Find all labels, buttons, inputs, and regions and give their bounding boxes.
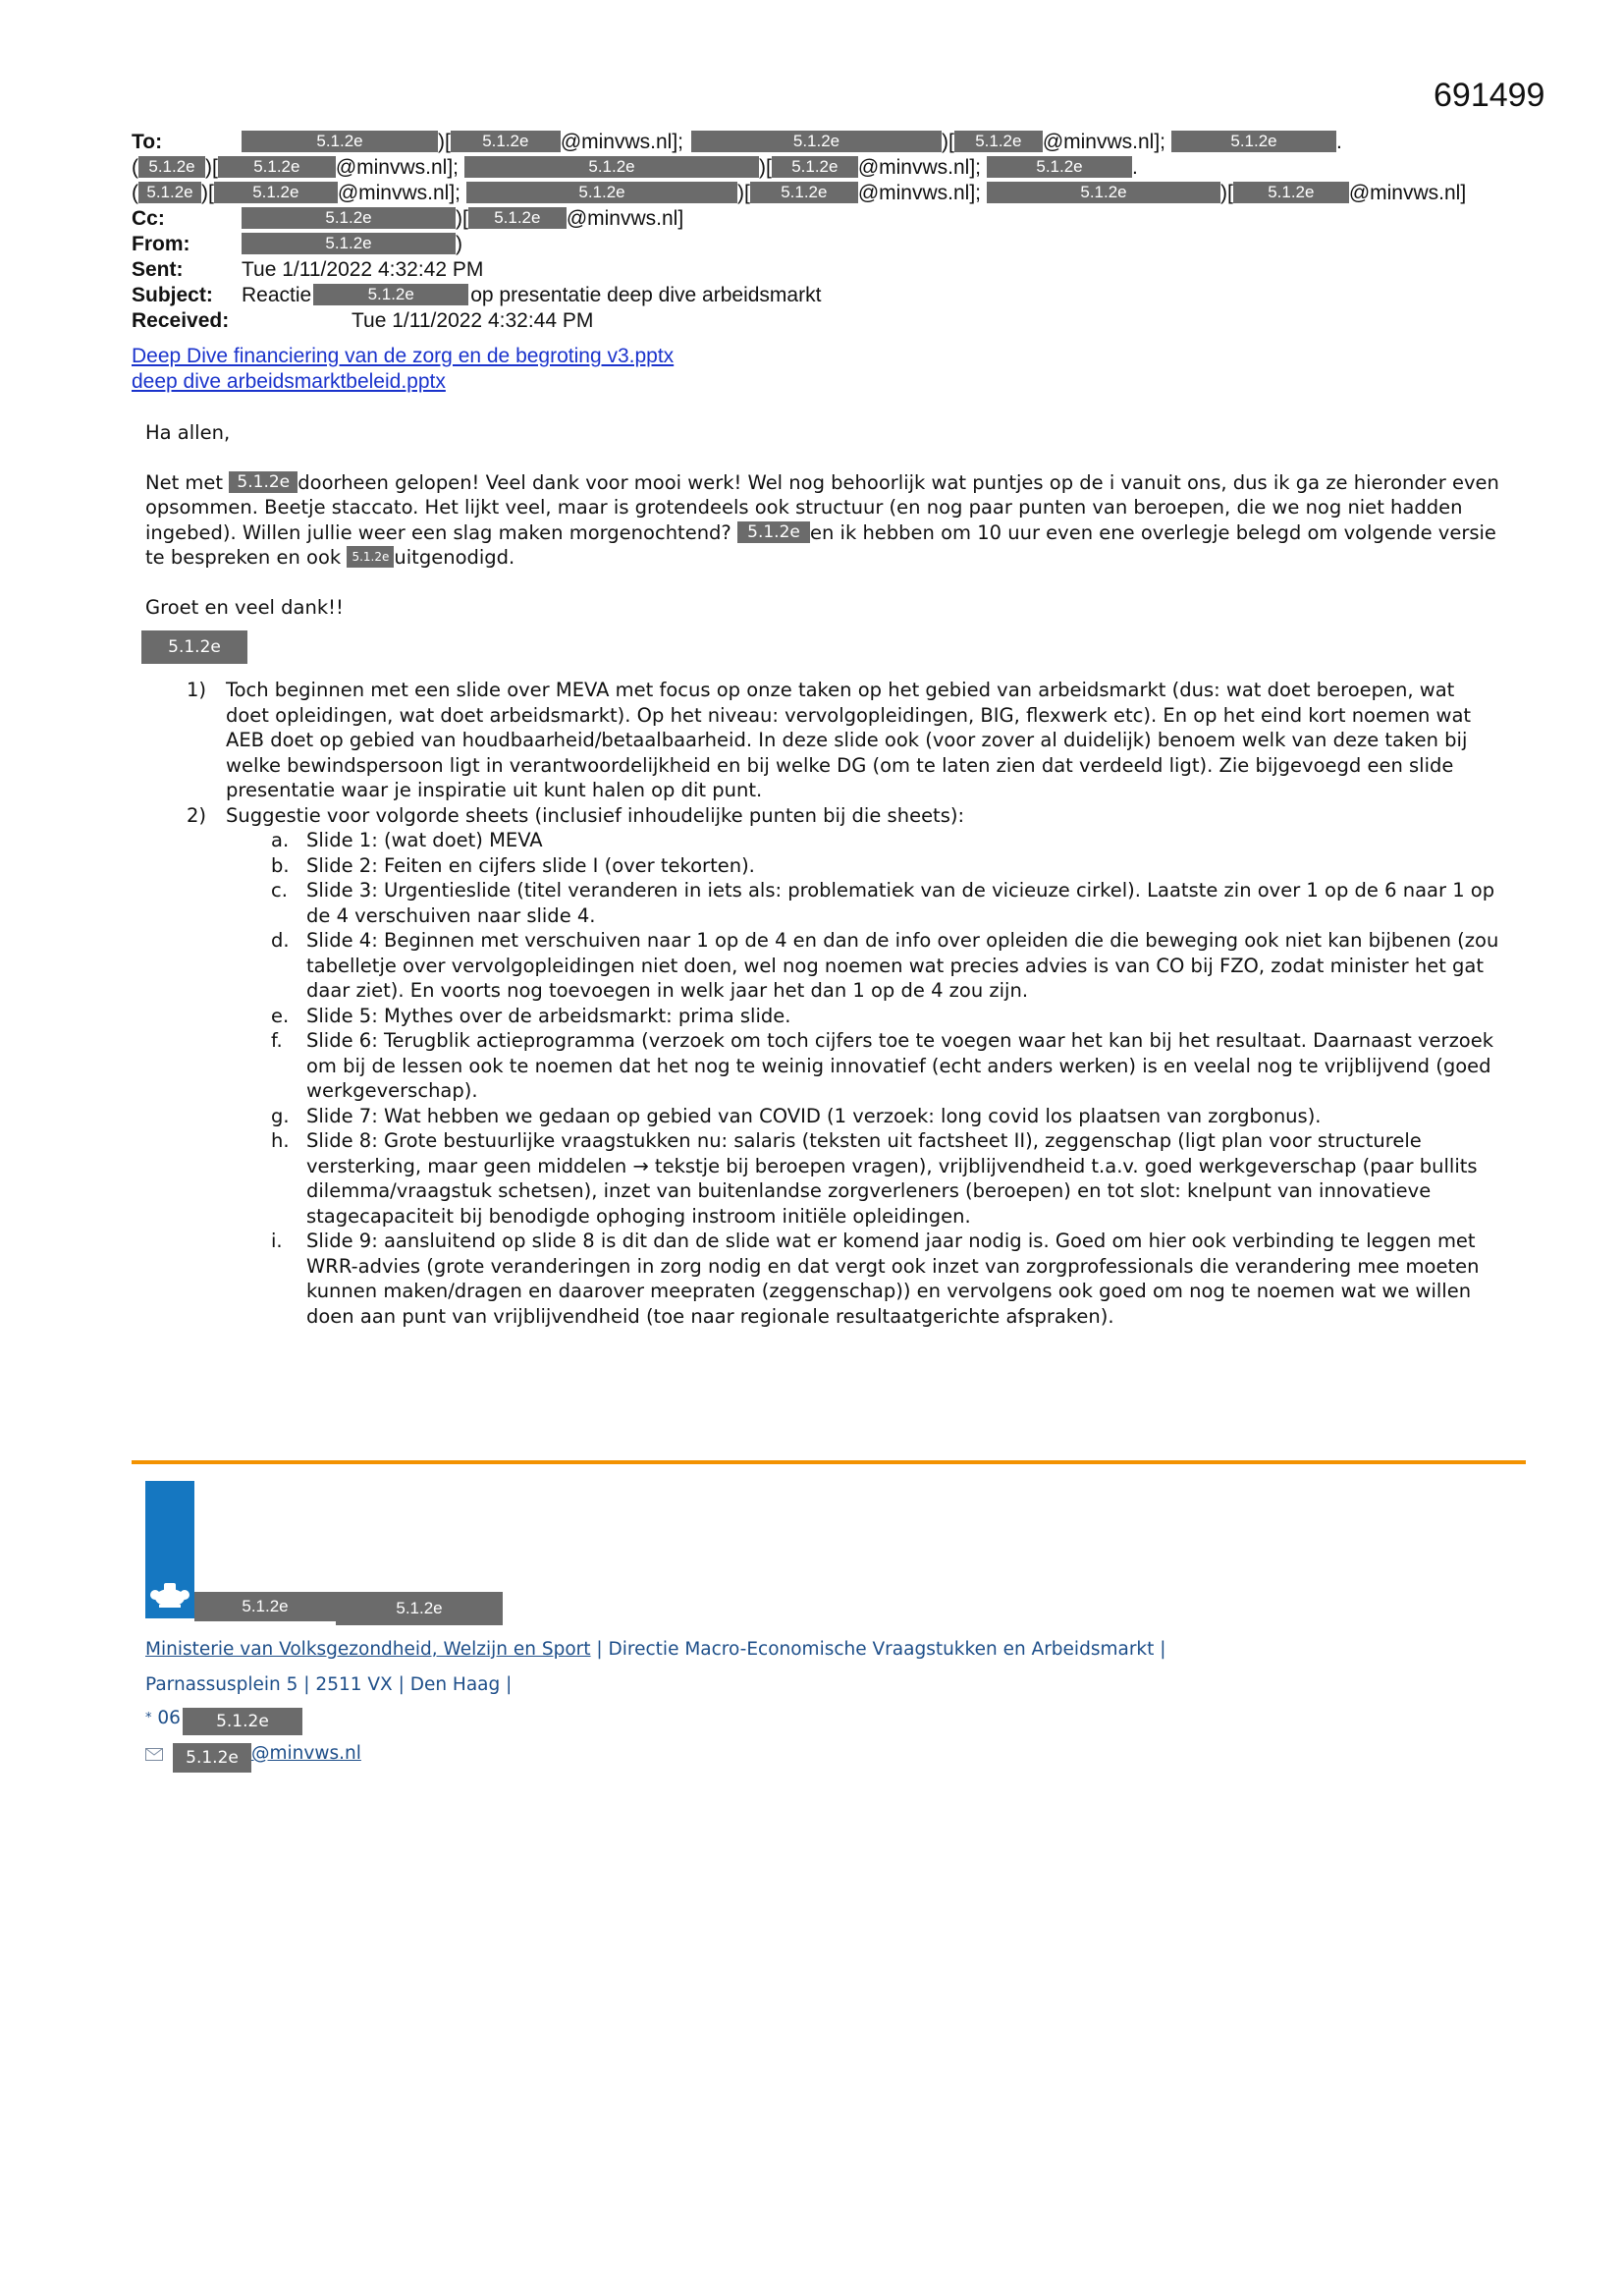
email-domain: @minvws.nl]; bbox=[1042, 131, 1165, 153]
list-item: i. Slide 9: aansluitend op slide 8 is dit dan de slide wat er komend jaar nodig is. Goed om hier ook verbinding te leggen met WRR-advies (grote veranderingen in zorg nodig en dat vergt ook inzet van zorgprofessionals die verandering mee moeten kunnen maken/dragen en daarover meepraten (zeggenschap)) en vervolgens ook goed om nog te noemen wat we willen doen aan punt van vrijblijvendheid (toe naar regionale resultaatgerichte afspraken). bbox=[271, 1230, 1480, 1328]
to-row-2: ( 5.1.2e )[ 5.1.2e @minvws.nl]; 5.1.2e )[ 5.1.2e @minvws.nl]; 5.1.2e . bbox=[132, 156, 1138, 179]
from-row: From: 5.1.2e ) bbox=[132, 233, 462, 255]
list-item: g. Slide 7: Wat hebben we gedaan op gebied van COVID (1 verzoek: long covid los plaatsen van zorgbonus). bbox=[271, 1104, 1322, 1127]
redaction: 5.1.2e bbox=[464, 156, 759, 178]
cc-row: Cc: 5.1.2e )[ 5.1.2e @minvws.nl] bbox=[132, 207, 684, 230]
redaction: 5.1.2e bbox=[229, 471, 298, 493]
sender-redaction: 5.1.2e bbox=[141, 630, 247, 664]
suggestion-list bbox=[145, 678, 1500, 1329]
redaction: 5.1.2e bbox=[173, 1743, 251, 1773]
redaction: 5.1.2e bbox=[347, 546, 394, 568]
redaction: 5.1.2e bbox=[987, 156, 1132, 178]
email-domain: @minvws.nl]; bbox=[335, 156, 459, 179]
email-body bbox=[145, 420, 1500, 1329]
redaction: 5.1.2e bbox=[737, 521, 810, 543]
redaction: 5.1.2e bbox=[468, 207, 567, 229]
redaction: 5.1.2e bbox=[218, 156, 336, 178]
redaction: 5.1.2e bbox=[772, 156, 858, 178]
signature-name bbox=[194, 1591, 503, 1625]
greeting: Ha allen, bbox=[145, 421, 231, 444]
signature-address: Parnassusplein 5 | 2511 VX | Den Haag | bbox=[145, 1674, 513, 1695]
email-domain: @minvws.nl] bbox=[1348, 182, 1467, 204]
list-item: e. Slide 5: Mythes over de arbeidsmarkt: prima slide. bbox=[271, 1004, 791, 1027]
closing: Groet en veel dank!! bbox=[145, 595, 344, 619]
cc-label: Cc: bbox=[132, 207, 165, 230]
redaction: 5.1.2e bbox=[138, 182, 201, 203]
document-id: 691499 bbox=[1434, 77, 1545, 114]
list-item: d. Slide 4: Beginnen met verschuiven naar 1 op de 4 en dan de info over opleiden die die beweging ook niet kan bijbenen (zou tabelletje over vervolgopleidingen niet doen, wel nog noemen wat precies advies is van CO bij FZO, zodat minister het gat daar ziet). En voorts nog toevoegen in welk jaar het dan 1 op de 4 zou zijn. bbox=[271, 929, 1499, 1002]
redaction: 5.1.2e bbox=[987, 182, 1220, 203]
email-domain: @minvws.nl]; bbox=[857, 182, 981, 204]
paragraph-1: Net met 5.1.2e doorheen gelopen! Veel dank voor mooi werk! Wel nog behoorlijk wat puntjes op de i vanuit ons, dus ik ga ze hieronder even opsommen. Beetje staccato. Het lijkt veel, maar is grotendeels ook structuur (en nog paar punten van beroepen, die we nog niet hadden ingebed). Willen jullie weer een slag maken morgenochtend? 5.1.2e en ik hebben om 10 uur even ene overlegje belegd om volgende versie te bespreken en ook 5.1.2e uitgenodigd. bbox=[145, 470, 1499, 569]
redaction: 5.1.2e bbox=[214, 182, 338, 203]
list-item: f. Slide 6: Terugblik actieprogramma (verzoek om toch cijfers toe te voegen waar het kan bij het resultaat. Daarnaast verzoek om bij de lessen ook te noemen dat het nog te weinig innovatief (echt anders werken) is en veelal nog te vrijblijvend (goed werkgeverschap). bbox=[271, 1029, 1494, 1102]
to-label: To: bbox=[132, 131, 163, 153]
redaction: 5.1.2e bbox=[466, 182, 737, 203]
from-label: From: bbox=[132, 233, 190, 255]
redaction: 5.1.2e bbox=[336, 1592, 503, 1625]
subject-row bbox=[132, 283, 1526, 308]
email-domain: @minvws.nl]; bbox=[560, 131, 683, 153]
signature-ministry: Ministerie van Volksgezondheid, Welzijn en Sport | Directie Macro-Economische Vraagstukken en Arbeidsmarkt | bbox=[145, 1639, 1166, 1660]
subject-prefix: Reactie bbox=[242, 284, 312, 306]
redaction: 5.1.2e bbox=[242, 131, 438, 152]
redaction: 5.1.2e bbox=[1171, 131, 1336, 152]
ministry-link[interactable]: Ministerie van Volksgezondheid, Welzijn en Sport bbox=[145, 1639, 591, 1660]
email-domain: @minvws.nl]; bbox=[337, 182, 460, 204]
signature-phone: * 06 5.1.2e bbox=[145, 1707, 302, 1735]
received-label: Received: bbox=[132, 309, 230, 332]
list-item: 2) Suggestie voor volgorde sheets (inclusief inhoudelijke punten bij die sheets): a. Slide 1: (wat doet) MEVA b. Slide 2: Feiten en cijfers slide I (over tekorten). c. Slide 3: Urgentieslide (titel veranderen in iets als: problematiek van de vicieuze cirkel). Laatste zin over 1 op de 6 naar 1 op de 4 verschuiven naar slide 4. d. Slide 4: Beginnen met verschuiven naar 1 op de 4 en dan de info over opleiden die die beweging ook niet kan bijbenen (zou tabelletje over vervolgopleidingen niet doen, wel nog noemen wat precies advies is van CO bij FZO, zodat minister het gat daar ziet). En voorts nog toevoegen in welk jaar het dan 1 op de 4 zou zijn. e. Slide 5: Mythes over de arbeidsmarkt: prima slide. f. Slide 6: Terugblik actieprogramma (verzoek om toch cijfers toe te voegen waar het kan bij het resultaat. Daarnaast verzoek om bij de lessen ook te noemen dat het nog te weinig innovatief (echt anders werken) is en veelal nog te vrijblijvend (goed werkgeverschap). g. Slide 7: Wat hebben we gedaan op gebied van COVID (1 verzoek: long covid los plaatsen van zorgbonus). h. Slide 8: Grote bestuurlijke vraagstukken nu: salaris (teksten uit factsheet II), zeggenschap (ligt plan voor structurele versterking, maar geen middelen → tekstje bij beroepen vragen), vrijblijvendheid t.a.v. goed werkgeverschap (paar bullits dilemma/vraagstuk schetsen), inzet van buitenlandse zorgverleners (beroepen) en tot slot: knelpunt van innovatieve stagecapaciteit bij benodigde ophoging instroom initiële opleidingen. i. Slide 9: aansluitend op slide 8 is dit dan de slide wat er komend jaar nodig is. Goed om hier ook verbinding te leggen met WRR-advies (grote veranderingen in zorg nodig en dat vergt ook inzet van zorgprofessionals die verandering mee moeten kunnen maken/dragen en daarover meepraten (zeggenschap)) en vervolgens ook goed om nog te noemen wat we willen doen aan punt van vrijblijvendheid (toe naar regionale resultaatgerichte afspraken). bbox=[187, 803, 1499, 1328]
to-row: To: 5.1.2e )[ 5.1.2e @minvws.nl]; 5.1.2e )[ 5.1.2e @minvws.nl]; 5.1.2e . bbox=[132, 131, 1342, 153]
redaction: 5.1.2e bbox=[183, 1708, 302, 1735]
redaction: 5.1.2e bbox=[194, 1592, 336, 1621]
subject-suffix: op presentatie deep dive arbeidsmarkt bbox=[470, 284, 822, 306]
sent-row bbox=[132, 257, 1526, 283]
to-row-3: ( 5.1.2e )[ 5.1.2e @minvws.nl]; 5.1.2e )[ 5.1.2e @minvws.nl]; 5.1.2e )[ 5.1.2e @minvws.nl] bbox=[132, 182, 1467, 204]
list-item: c. Slide 3: Urgentieslide (titel veranderen in iets als: problematiek van de vicieuze cirkel). Laatste zin over 1 op de 6 naar 1 op de 4 verschuiven naar slide 4. bbox=[271, 879, 1495, 927]
email-link[interactable]: @minvws.nl bbox=[251, 1743, 361, 1764]
list-item: 1) Toch beginnen met een slide over MEVA met focus op onze taken op het gebied van arbeidsmarkt (dus: wat doet beroepen, wat doet opleidingen, wat doet arbeidsmarkt). Op het niveau: vervolgopleidingen, BIG, flexwerk etc). En op het eind kort noemen wat AEB doet op gebied van houdbaarheid/betaalbaarheid. In deze slide ook (voor zover al duidelijk) benoem welk van deze taken bij welke bewindspersoon ligt in verantwoordelijkheid en bij welke DG (om te laten zien dat verdeeld ligt). Zie bijgevoegd een slide presentatie waar je inspiratie uit kunt halen op dit punt. bbox=[187, 679, 1472, 801]
list-item: h. Slide 8: Grote bestuurlijke vraagstukken nu: salaris (teksten uit factsheet II), zeggenschap (ligt plan voor structurele versterking, maar geen middelen → tekstje bij beroepen vragen), vrijblijvendheid t.a.v. goed werkgeverschap (paar bullits dilemma/vraagstuk schetsen), inzet van buitenlandse zorgverleners (beroepen) en tot slot: knelpunt van innovatieve stagecapaciteit bij benodigde ophoging instroom initiële opleidingen. bbox=[271, 1129, 1478, 1228]
signature-divider bbox=[132, 1460, 1526, 1464]
redaction: 5.1.2e bbox=[313, 284, 468, 305]
redaction: 5.1.2e bbox=[242, 233, 456, 254]
email-domain: @minvws.nl]; bbox=[857, 156, 981, 179]
redaction: 5.1.2e bbox=[451, 131, 561, 152]
signature-email bbox=[145, 1742, 361, 1773]
redaction: 5.1.2e bbox=[242, 207, 456, 229]
redaction: 5.1.2e bbox=[954, 131, 1043, 152]
redaction: 5.1.2e bbox=[138, 156, 205, 178]
attachment-link[interactable]: Deep Dive financiering van de zorg en de begroting v3.pptx bbox=[132, 345, 675, 367]
attachment-link[interactable]: deep dive arbeidsmarktbeleid.pptx bbox=[132, 370, 446, 393]
rijksoverheid-logo bbox=[145, 1481, 194, 1618]
redaction: 5.1.2e bbox=[691, 131, 942, 152]
list-item: a. Slide 1: (wat doet) MEVA bbox=[271, 829, 543, 851]
cc-domain: @minvws.nl] bbox=[566, 207, 684, 230]
sent-label: Sent: bbox=[132, 258, 184, 281]
redaction: 5.1.2e bbox=[750, 182, 858, 203]
sent-value: Tue 1/11/2022 4:32:42 PM bbox=[242, 258, 484, 281]
crest-icon bbox=[145, 1481, 194, 1618]
list-item: b. Slide 2: Feiten en cijfers slide I (over tekorten). bbox=[271, 853, 755, 877]
subject-label: Subject: bbox=[132, 284, 213, 306]
phone-icon: * bbox=[145, 1711, 152, 1725]
slide-order-list bbox=[226, 828, 1500, 1329]
email-header bbox=[132, 130, 1526, 334]
redaction: 5.1.2e bbox=[1233, 182, 1349, 203]
received-value: Tue 1/11/2022 4:32:44 PM bbox=[352, 309, 594, 332]
mail-icon bbox=[145, 1742, 173, 1766]
received-row bbox=[132, 308, 1526, 334]
